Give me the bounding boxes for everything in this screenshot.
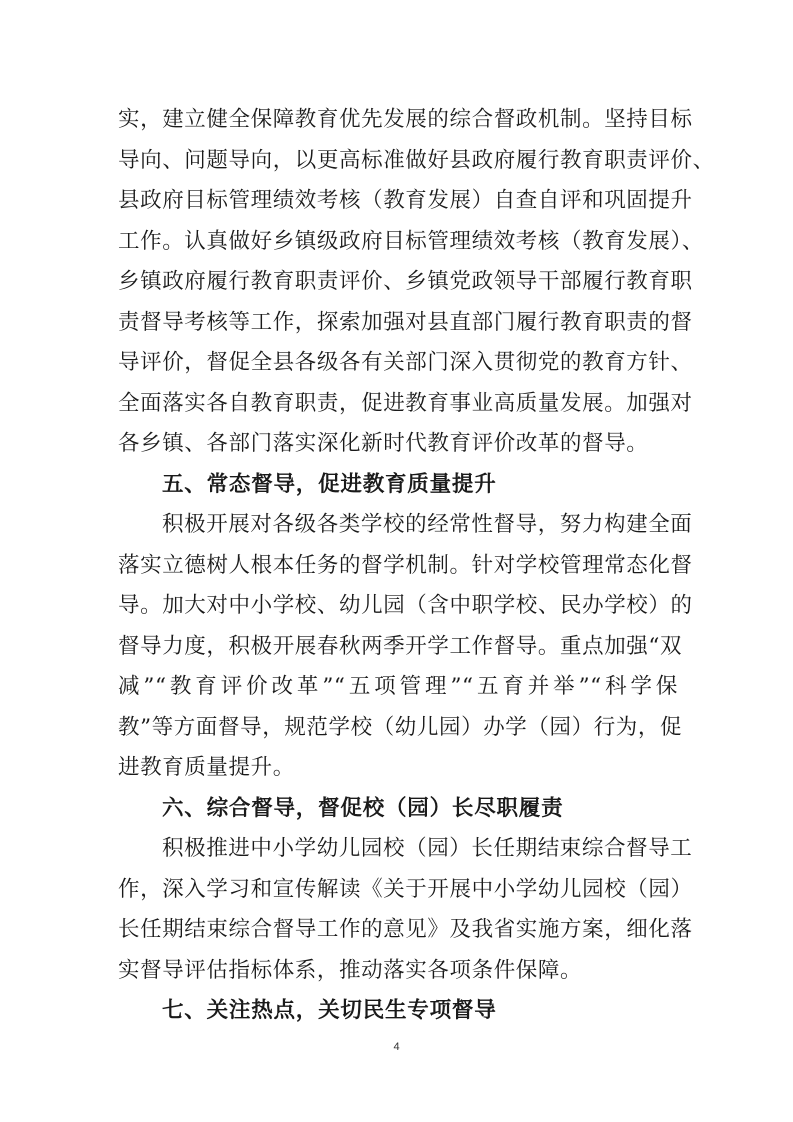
paragraph-line: 实督导评估指标体系，推动落实各项条件保障。: [118, 957, 583, 983]
paragraph-line: 县政府目标管理绩效考核（教育发展）自查自评和巩固提升: [118, 188, 693, 213]
section-heading-6: 六、综合督导，督促校（园）长尽职履责: [162, 795, 564, 821]
paragraph-line: 积极开展对各级各类学校的经常性督导，努力构建全面: [162, 512, 693, 537]
paragraph-line: 进教育质量提升。: [118, 755, 295, 780]
paragraph-line: 责督导考核等工作，探索加强对县直部门履行教育职责的督: [118, 309, 693, 335]
paragraph-line: 导评价，督促全县各级各有关部门深入贯彻党的教育方针、: [118, 350, 693, 375]
paragraph-line: 积极推进中小学幼儿园校（园）长任期结束综合督导工: [162, 836, 693, 861]
paragraph-line: 作，深入学习和宣传解读《关于开展中小学幼儿园校（园）: [118, 876, 693, 902]
paragraph-line: 落实立德树人根本任务的督学机制。针对学校管理常态化督: [118, 552, 693, 578]
section-heading-5: 五、常态督导，促进教育质量提升: [162, 471, 497, 497]
paragraph-line: 减”“教育评价改革”“五项管理”“五育并举”“科学保: [118, 674, 678, 699]
paragraph-line: 实，建立健全保障教育优先发展的综合督政机制。坚持目标: [118, 107, 693, 132]
page-number: 4: [393, 1040, 400, 1053]
paragraph-line: 导向、问题导向，以更高标准做好县政府履行教育职责评价、: [118, 147, 715, 173]
paragraph-line: 工作。认真做好乡镇级政府目标管理绩效考核（教育发展）、: [118, 228, 704, 254]
paragraph-line: 全面落实各自教育职责，促进教育事业高质量发展。加强对: [118, 390, 693, 416]
paragraph-line: 长任期结束综合督导工作的意见》及我省实施方案，细化落: [118, 917, 693, 942]
paragraph-line: 各乡镇、各部门落实深化新时代教育评价改革的督导。: [118, 431, 649, 456]
paragraph-line: 导。加大对中小学校、幼儿园（含中职学校、民办学校）的: [118, 593, 693, 618]
paragraph-line: 乡镇政府履行教育职责评价、乡镇党政领导干部履行教育职: [118, 269, 693, 294]
paragraph-line: 督导力度，积极开展春秋两季开学工作督导。重点加强“双: [118, 633, 683, 659]
paragraph-line: 教”等方面督导，规范学校（幼儿园）办学（园）行为，促: [118, 714, 683, 740]
section-heading-7: 七、关注热点，关切民生专项督导: [162, 998, 497, 1023]
